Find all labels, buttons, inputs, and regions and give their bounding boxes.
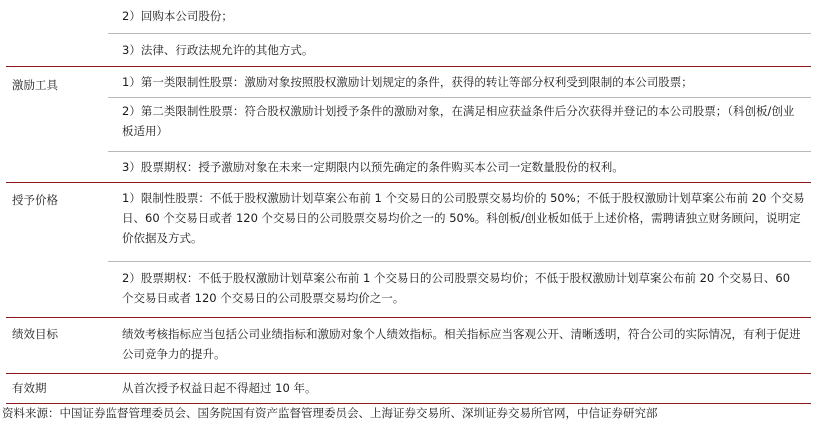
- row-label: 绩效目标: [12, 327, 58, 341]
- table-cell: 绩效考核指标应当包括公司业绩指标和激励对象个人绩效指标。相关指标应当客观公开、清晰透明，符合公司的实际情况，有利于促进公司竞争力的提升。: [122, 327, 801, 361]
- row-content: [108, 374, 811, 403]
- table-row-incentive-tools: [6, 67, 811, 183]
- table-cell: 1）限制性股票：不低于股权激励计划草案公布前 1 个交易日的公司股票交易均价的 50%；不低于股权激励计划草案公布前 20 个交易日、60 个交易日或者 120 个交易日的公司股票交易均价之一的 50%。科创板/创业板如低于上述价格，需聘请独立财务顾问，说明定价依据及方式。: [122, 191, 805, 245]
- table-cell: 2）回购本公司股份；: [122, 9, 233, 23]
- table-cell: 从首次授予权益日起不得超过 10 年。: [122, 381, 317, 395]
- row-content: [108, 0, 811, 66]
- source-note: 资料来源：中国证券监督管理委员会、国务院国有资产监督管理委员会、上海证券交易所、深圳证券交易所官网，中信证券研究部: [2, 406, 658, 420]
- table-cell: 3）法律、行政法规允许的其他方式。: [108, 33, 811, 66]
- row-content: [108, 183, 811, 317]
- table-cell: 2）股票期权：不低于股权激励计划草案公布前 1 个交易日的公司股票交易均价；不低于股权激励计划草案公布前 20 个交易日、60 个交易日或者 120 个交易日的公司股票交易均价之一。: [108, 261, 811, 317]
- table-cell: 2）第二类限制性股票：符合股权激励计划授予条件的激励对象，在满足相应获益条件后分次获得并登记的本公司股票；（科创板/创业板适用）: [108, 97, 811, 151]
- row-label: 激励工具: [12, 78, 58, 92]
- row-label: 有效期: [12, 381, 47, 395]
- table-cell: 1）第一类限制性股票：激励对象按照股权激励计划规定的条件，获得的转让等部分权利受到限制的本公司股票；: [122, 75, 693, 89]
- table-row-grant-price: [6, 183, 811, 318]
- row-content: [108, 67, 811, 182]
- table-row-performance-target: [6, 318, 811, 374]
- row-content: [108, 318, 811, 373]
- table-row-validity-period: [6, 374, 811, 404]
- row-label: 授予价格: [12, 193, 58, 207]
- incentive-table: [6, 0, 811, 404]
- table-cell: 3）股票期权：授予激励对象在未来一定期限内以预先确定的条件购买本公司一定数量股份的权利。: [108, 151, 811, 182]
- table-row-methods-continued: [6, 0, 811, 67]
- row-label: [6, 0, 108, 66]
